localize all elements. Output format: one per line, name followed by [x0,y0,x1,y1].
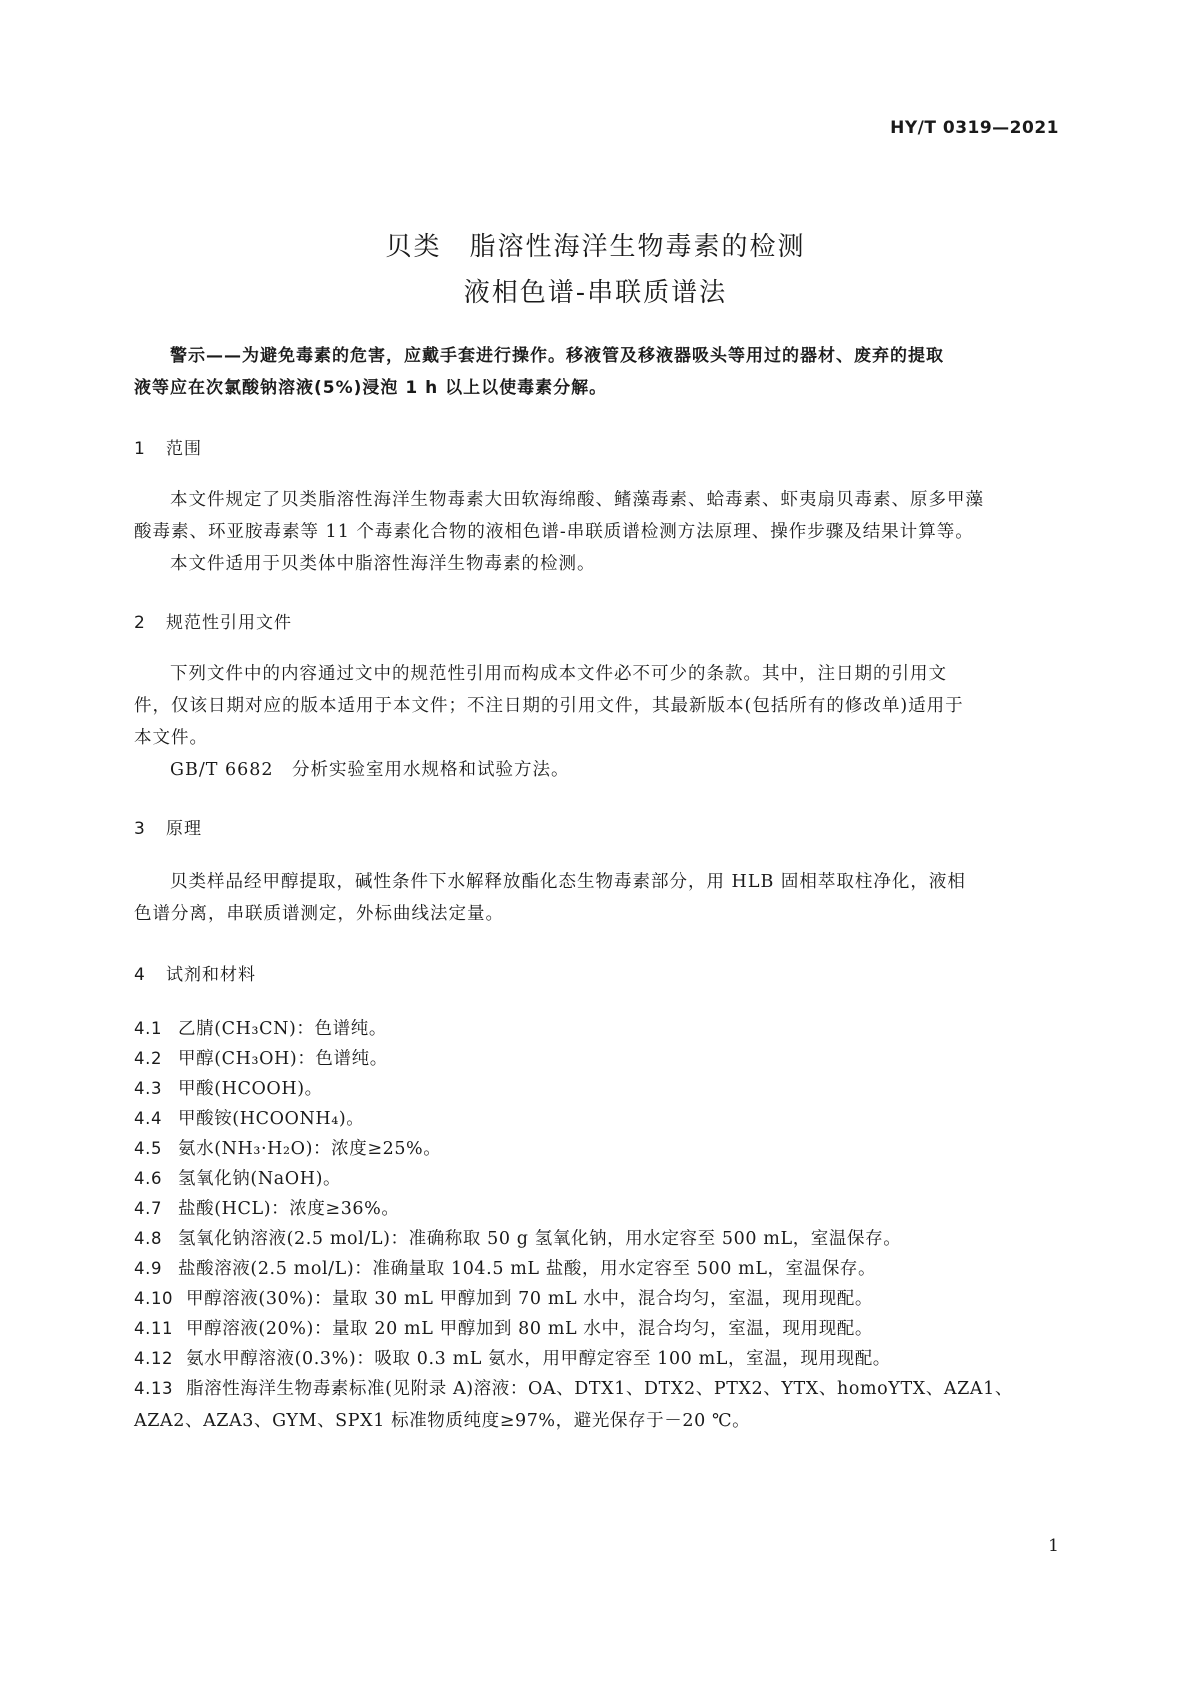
paragraph-line: 贝类样品经甲醇提取，碱性条件下水解释放酯化态生物毒素部分，用 HLB 固相萃取柱净化，液相 [170,872,966,892]
list-item: 4.8 氢氧化钠溶液(2.5 mol/L)：准确称取 50 g 氢氧化钠，用水定容至 500 mL，室温保存。 [134,1229,902,1249]
section-1-heading: 1 范围 [134,439,202,459]
list-item: 4.3 甲酸(HCOOH)。 [134,1079,323,1099]
list-item: 4.6 氢氧化钠(NaOH)。 [134,1169,342,1189]
list-item: 4.10 甲醇溶液(30%)：量取 30 mL 甲醇加到 70 mL 水中，混合均匀，室温，现用现配。 [134,1289,873,1309]
warning-line-2: 液等应在次氯酸钠溶液(5%)浸泡 1 h 以上以使毒素分解。 [134,378,608,398]
list-item: 4.1 乙腈(CH₃CN)：色谱纯。 [134,1019,387,1039]
list-item: 4.4 甲酸铵(HCOONH₄)。 [134,1109,365,1129]
paragraph-line: 下列文件中的内容通过文中的规范性引用而构成本文件必不可少的条款。其中，注日期的引用文 [170,664,947,684]
document-title-line1 [0,226,1191,263]
section-2-body [134,658,1058,786]
document-title-line2: 液相色谱-串联质谱法 [463,278,728,308]
list-item: 4.9 盐酸溶液(2.5 mol/L)：准确量取 104.5 mL 盐酸，用水定容至 500 mL，室温保存。 [134,1259,877,1279]
paragraph-line: 色谱分离，串联质谱测定，外标曲线法定量。 [134,904,504,924]
title-part-b: 脂溶性海洋生物毒素的检测 [469,232,806,262]
section-3-heading: 3 原理 [134,819,202,839]
paragraph-line: 本文件规定了贝类脂溶性海洋生物毒素大田软海绵酸、鳍藻毒素、蛤毒素、虾夷扇贝毒素、原多甲藻 [170,490,984,510]
section-1-body [134,484,1058,580]
paragraph-line: 件，仅该日期对应的版本适用于本文件；不注日期的引用文件，其最新版本(包括所有的修改单)适用于 [134,696,964,716]
title-part-a: 贝类 [385,232,442,262]
paragraph-line: 酸毒素、环亚胺毒素等 11 个毒素化合物的液相色谱-串联质谱检测方法原理、操作步骤及结果计算等。 [134,522,974,542]
list-item: 4.11 甲醇溶液(20%)：量取 20 mL 甲醇加到 80 mL 水中，混合均匀，室温，现用现配。 [134,1319,873,1339]
list-item: 4.5 氨水(NH₃·H₂O)：浓度≥25%。 [134,1139,442,1159]
list-item-continuation: AZA2、AZA3、GYM、SPX1 标准物质纯度≥97%，避光保存于－20 ℃。 [134,1411,751,1431]
section-2-heading: 2 规范性引用文件 [134,613,292,633]
standard-code: HY/T 0319—2021 [890,118,1059,138]
page-number: 1 [1048,1536,1059,1556]
warning-block [134,340,1058,404]
list-item: 4.13 脂溶性海洋生物毒素标准(见附录 A)溶液：OA、DTX1、DTX2、PTX2、YTX、homoYTX、AZA1、 AZA2、AZA3、GYM、SPX1 标准物质纯度≥97%，避光保存于－20 ℃。 [134,1373,1058,1437]
section-3-body [134,866,1058,930]
list-item: 4.7 盐酸(HCL)：浓度≥36%。 [134,1199,400,1219]
list-item: 4.12 氨水甲醇溶液(0.3%)：吸取 0.3 mL 氨水，用甲醇定容至 100 mL，室温，现用现配。 [134,1349,891,1369]
reference-entry: GB/T 6682 分析实验室用水规格和试验方法。 [170,760,570,780]
paragraph-line: 本文件。 [134,728,208,748]
list-item: 4.2 甲醇(CH₃OH)：色谱纯。 [134,1049,388,1069]
warning-line-1: 警示——为避免毒素的危害，应戴手套进行操作。移液管及移液器吸头等用过的器材、废弃的提取 [170,346,944,366]
section-4-heading: 4 试剂和材料 [134,965,256,985]
paragraph-line: 本文件适用于贝类体中脂溶性海洋生物毒素的检测。 [170,554,596,574]
